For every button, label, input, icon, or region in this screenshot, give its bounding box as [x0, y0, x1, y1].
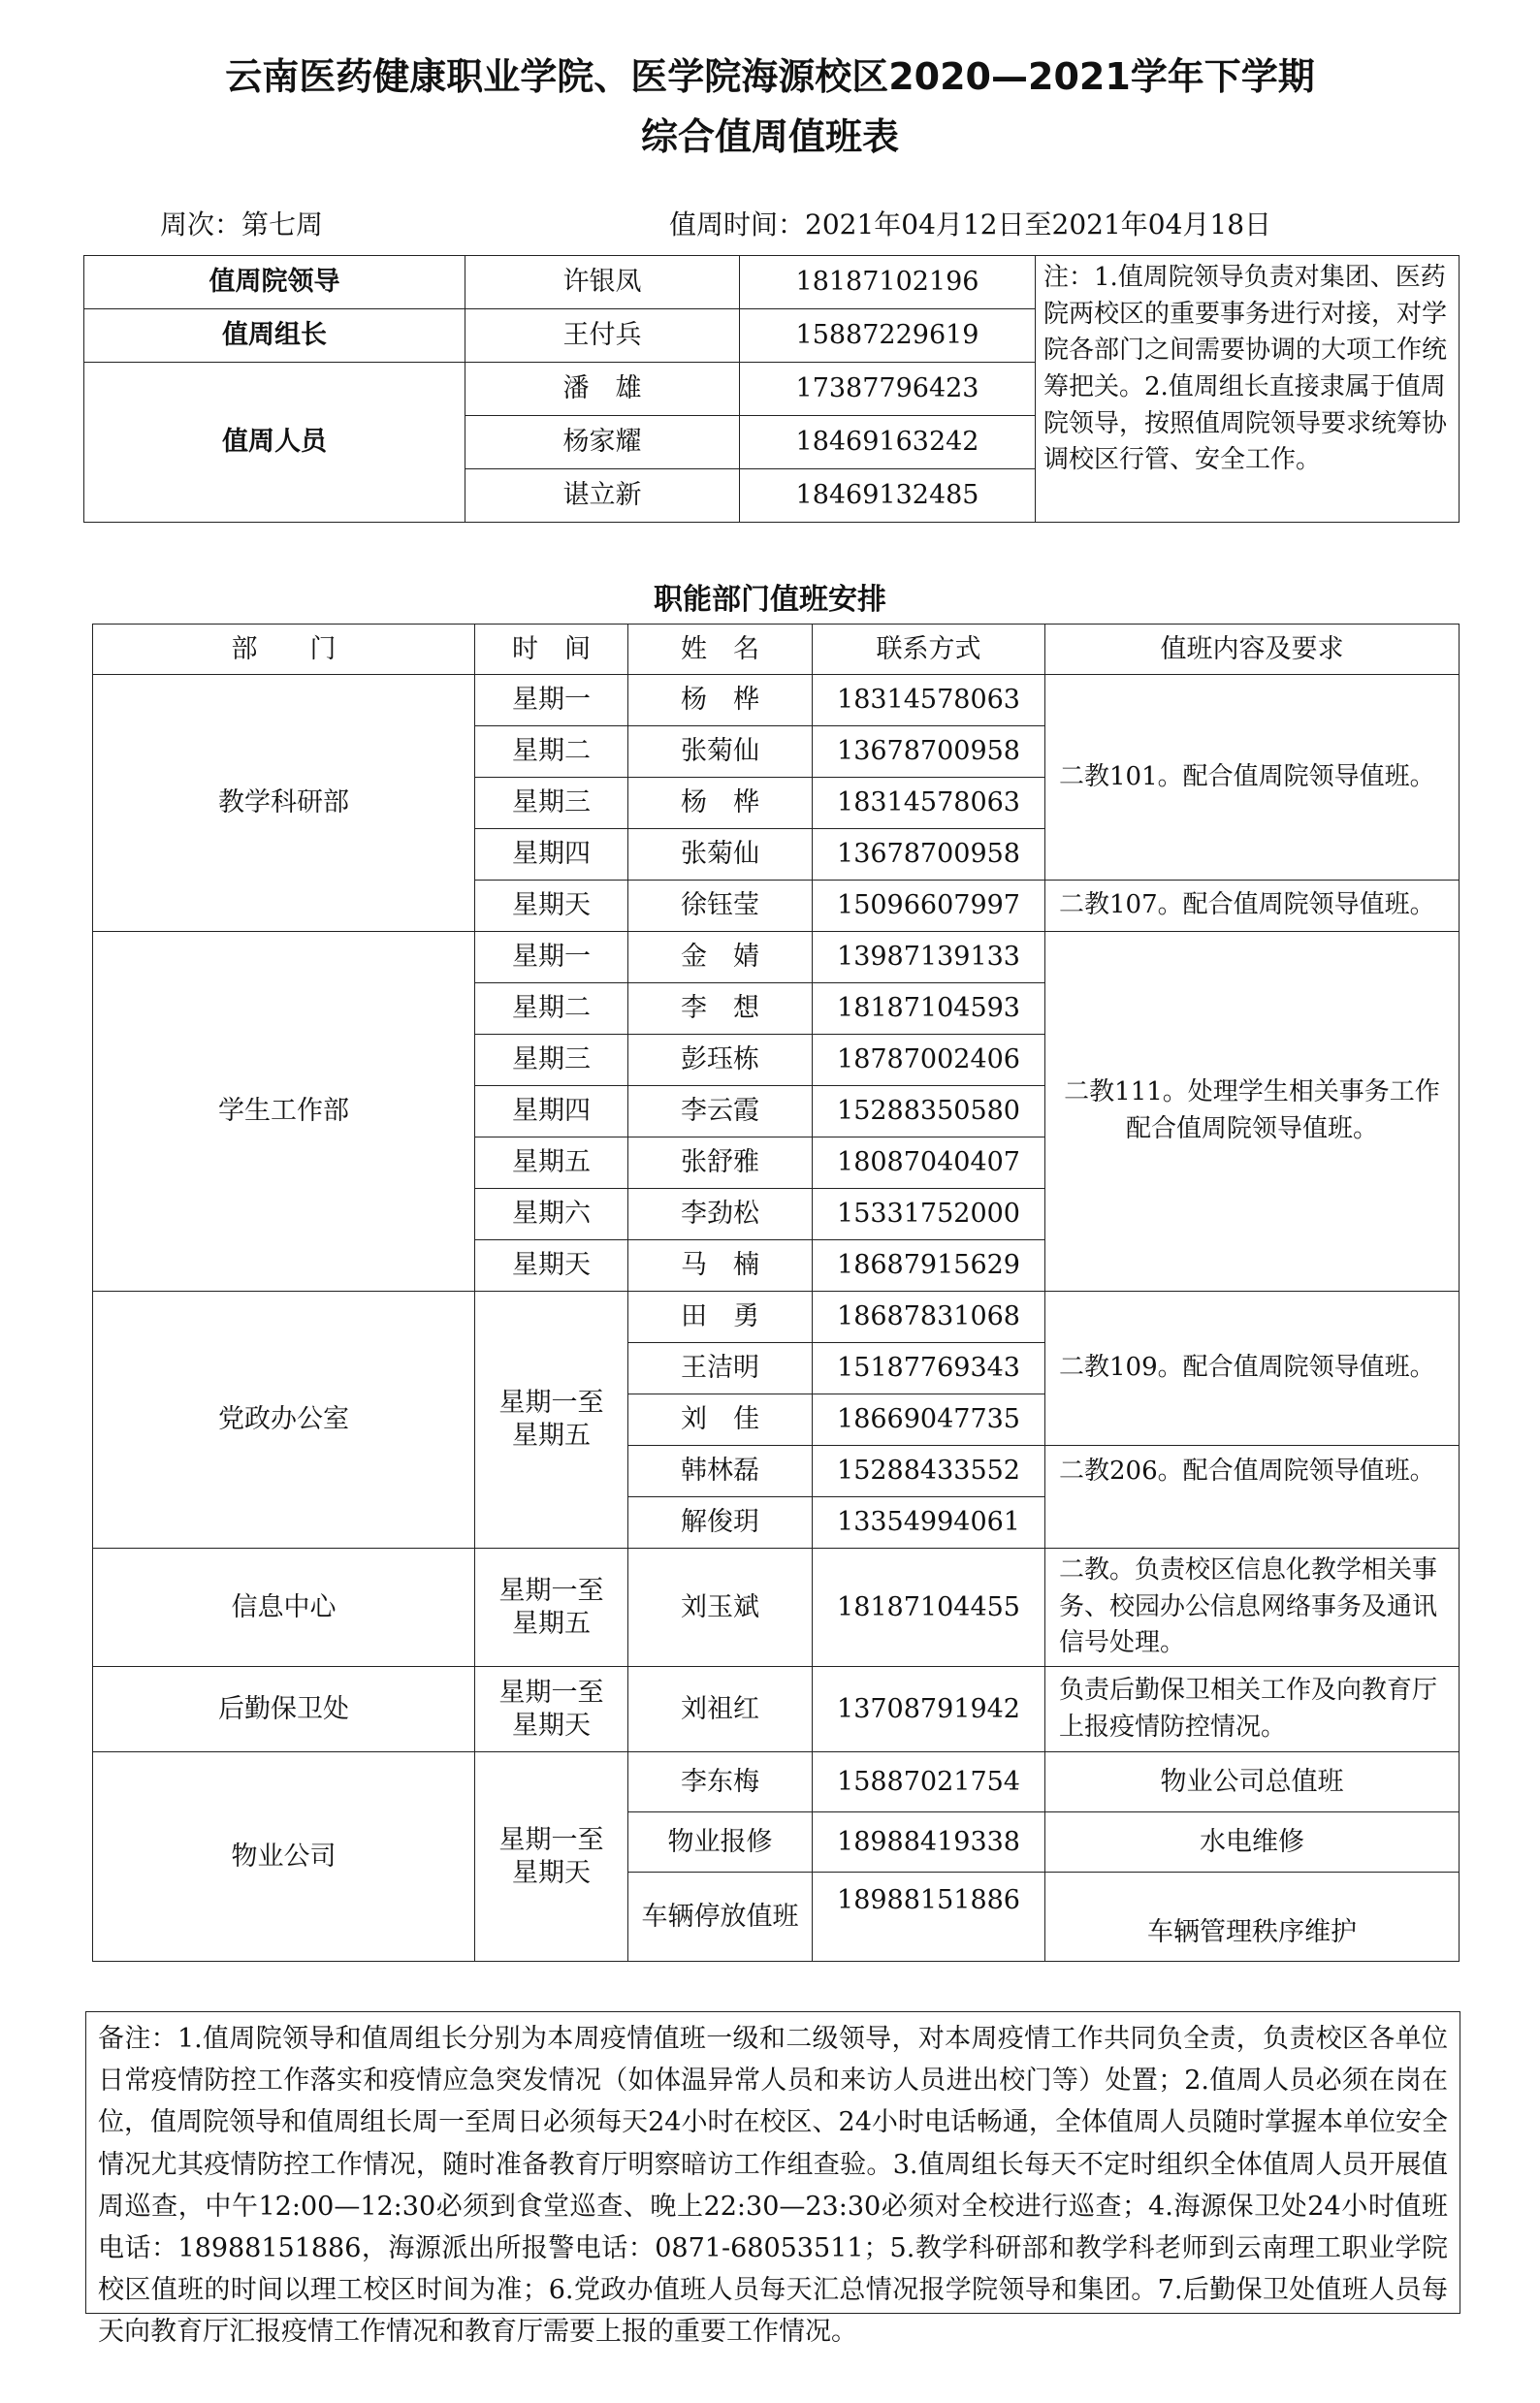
duty-content: 二教。负责校区信息化教学相关事务、校园办公信息网络事务及通讯信号处理。 [1045, 1549, 1460, 1667]
leader-phone: 18187102196 [740, 256, 1036, 309]
duty-content: 二教101。配合值周院领导值班。 [1045, 675, 1460, 881]
duty-content: 物业公司总值班 [1045, 1752, 1460, 1812]
duty-table [92, 624, 1460, 1962]
staff-name: 杨家耀 [465, 416, 740, 469]
duty-person: 刘玉斌 [628, 1549, 813, 1667]
header-department: 部 门 [93, 625, 475, 675]
duty-day: 星期二 [475, 983, 628, 1035]
duty-person: 彭珏栋 [628, 1035, 813, 1086]
duty-phone: 18087040407 [813, 1137, 1045, 1189]
duty-content: 车辆管理秩序维护 [1045, 1873, 1460, 1962]
duty-time [475, 1549, 628, 1667]
duty-person: 金 婧 [628, 932, 813, 983]
duty-phone: 15887021754 [813, 1752, 1045, 1812]
duty-day: 星期四 [475, 1086, 628, 1137]
duty-phone: 18988151886 [813, 1873, 1045, 1962]
duty-phone: 18187104455 [813, 1549, 1045, 1667]
duty-content: 二教111。处理学生相关事务工作配合值周院领导值班。 [1045, 932, 1460, 1292]
duty-person: 张菊仙 [628, 726, 813, 778]
duty-person: 王洁明 [628, 1343, 813, 1394]
duty-day: 星期一 [475, 932, 628, 983]
duty-table-title: 职能部门值班安排 [654, 583, 886, 617]
header-contact: 联系方式 [813, 625, 1045, 675]
staff-name: 潘 雄 [465, 363, 740, 416]
duty-person: 徐钰莹 [628, 881, 813, 932]
duty-content: 二教206。配合值周院领导值班。 [1045, 1446, 1460, 1549]
header-time: 时 间 [475, 625, 628, 675]
duty-phone: 13678700958 [813, 726, 1045, 778]
duty-time [475, 1752, 628, 1962]
duty-time-text: 星期一至星期天 [498, 1824, 604, 1888]
department-name: 物业公司 [93, 1752, 475, 1962]
duty-phone: 18669047735 [813, 1394, 1045, 1446]
group-leader-phone: 15887229619 [740, 309, 1036, 363]
duty-person: 田 勇 [628, 1292, 813, 1343]
duty-time-text: 星期一至星期天 [498, 1677, 604, 1741]
duty-day: 星期三 [475, 778, 628, 829]
header-duty-content: 值班内容及要求 [1045, 625, 1460, 675]
duty-person: 杨 桦 [628, 778, 813, 829]
department-name: 后勤保卫处 [93, 1667, 475, 1752]
duty-time [475, 1292, 628, 1549]
duty-phone: 15288350580 [813, 1086, 1045, 1137]
duty-phone: 15331752000 [813, 1189, 1045, 1240]
duty-person: 李 想 [628, 983, 813, 1035]
duty-person: 解俊玥 [628, 1497, 813, 1549]
duty-phone: 18988419338 [813, 1812, 1045, 1873]
duty-phone: 18787002406 [813, 1035, 1045, 1086]
duty-person: 李劲松 [628, 1189, 813, 1240]
duty-person [628, 1873, 813, 1962]
group-leader-label: 值周组长 [84, 309, 465, 363]
duty-period: 值周时间：2021年04月12日至2021年04月18日 [669, 208, 1272, 240]
leader-name: 许银凤 [465, 256, 740, 309]
duty-phone: 15096607997 [813, 881, 1045, 932]
leaders-note: 注：1.值周院领导负责对集团、医药院两校区的重要事务进行对接，对学院各部门之间需要协调的大项工作统筹把关。2.值周组长直接隶属于值周院领导，按照值周院领导要求统筹协调校区行管、安全工作。 [1036, 256, 1460, 523]
duty-person: 物业报修 [628, 1812, 813, 1873]
duty-content: 水电维修 [1045, 1812, 1460, 1873]
duty-person: 李云霞 [628, 1086, 813, 1137]
duty-person: 李东梅 [628, 1752, 813, 1812]
duty-person: 张菊仙 [628, 829, 813, 881]
department-name: 教学科研部 [93, 675, 475, 932]
department-name: 学生工作部 [93, 932, 475, 1292]
week-label: 周次：第七周 [160, 208, 324, 240]
duty-person: 马 楠 [628, 1240, 813, 1292]
staff-name: 谌立新 [465, 469, 740, 523]
duty-phone: 18687915629 [813, 1240, 1045, 1292]
duty-person-text: 车辆停放值班 [641, 1901, 799, 1932]
duty-phone: 18687831068 [813, 1292, 1045, 1343]
duty-day: 星期二 [475, 726, 628, 778]
staff-phone: 18469132485 [740, 469, 1036, 523]
duty-phone: 13678700958 [813, 829, 1045, 881]
staff-phone: 18469163242 [740, 416, 1036, 469]
duty-day: 星期五 [475, 1137, 628, 1189]
duty-time [475, 1667, 628, 1752]
header-name: 姓 名 [628, 625, 813, 675]
group-leader-name: 王付兵 [465, 309, 740, 363]
duty-phone: 18314578063 [813, 778, 1045, 829]
page-title-line1: 云南医药健康职业学院、医学院海源校区2020—2021学年下学期 [225, 55, 1315, 98]
duty-day: 星期六 [475, 1189, 628, 1240]
duty-day: 星期天 [475, 881, 628, 932]
duty-phone: 13354994061 [813, 1497, 1045, 1549]
remarks-box: 备注：1.值周院领导和值周组长分别为本周疫情值班一级和二级领导，对本周疫情工作共同负全责，负责校区各单位日常疫情防控工作落实和疫情应急突发情况（如体温异常人员和来访人员进出校门等）处置；2.值周人员必须在岗在位，值周院领导和值周组长周一至周日必须每天24小时在校区、24小时电话畅通，全体值周人员随时掌握本单位安全情况尤其疫情防控工作情况，随时准备教育厅明察暗访工作组查验。3.值周组长每天不定时组织全体值周人员开展值周巡查，中午12:00—12:30必须到食堂巡查、晚上22:30—23:30必须对全校进行巡查；4.海源保卫处24小时值班电话：18988151886，海源派出所报警电话：0871-68053511；5.教学科研部和教学科老师到云南理工职业学院校区值班的时间以理工校区时间为准；6.党政办值班人员每天汇总情况报学院领导和集团。7.后勤保卫处值班人员每天向教育厅汇报疫情工作情况和教育厅需要上报的重要工作情况。 [85, 2011, 1460, 2314]
duty-phone: 13987139133 [813, 932, 1045, 983]
duty-phone: 18187104593 [813, 983, 1045, 1035]
duty-phone: 15288433552 [813, 1446, 1045, 1497]
duty-day: 星期三 [475, 1035, 628, 1086]
duty-content: 二教107。配合值周院领导值班。 [1045, 881, 1460, 932]
duty-day: 星期一 [475, 675, 628, 726]
duty-content: 二教109。配合值周院领导值班。 [1045, 1292, 1460, 1446]
duty-person: 韩林磊 [628, 1446, 813, 1497]
duty-day: 星期天 [475, 1240, 628, 1292]
duty-phone: 13708791942 [813, 1667, 1045, 1752]
staff-label: 值周人员 [84, 363, 465, 523]
duty-person: 杨 桦 [628, 675, 813, 726]
duty-person: 张舒雅 [628, 1137, 813, 1189]
duty-person: 刘 佳 [628, 1394, 813, 1446]
leader-label: 值周院领导 [84, 256, 465, 309]
duty-phone: 18314578063 [813, 675, 1045, 726]
department-name: 信息中心 [93, 1549, 475, 1667]
department-name: 党政办公室 [93, 1292, 475, 1549]
duty-person: 刘祖红 [628, 1667, 813, 1752]
duty-time-text: 星期一至星期五 [498, 1575, 604, 1639]
duty-phone: 15187769343 [813, 1343, 1045, 1394]
duty-day: 星期四 [475, 829, 628, 881]
duty-time-text: 星期一至星期五 [498, 1388, 604, 1451]
staff-phone: 17387796423 [740, 363, 1036, 416]
leaders-table [83, 255, 1460, 523]
page-title-line2: 综合值周值班表 [640, 115, 899, 158]
duty-content: 负责后勤保卫相关工作及向教育厅上报疫情防控情况。 [1045, 1667, 1460, 1752]
